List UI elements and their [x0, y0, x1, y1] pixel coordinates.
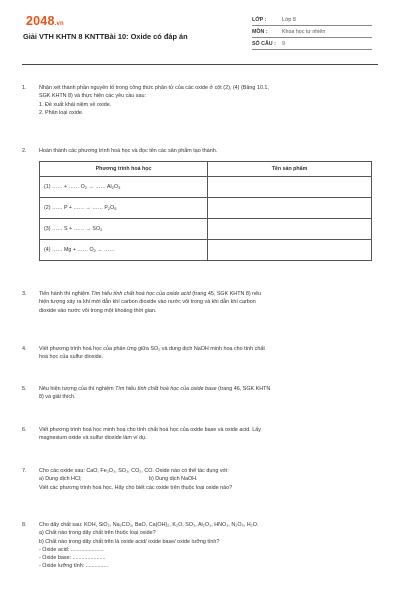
answer-options: [39, 475, 378, 483]
logo-suffix: .vn: [54, 21, 64, 27]
meta-row-count: [252, 38, 372, 50]
equation-cell: (3) …… S + …… → $SO_2$: [40, 219, 208, 240]
site-logo[interactable]: [26, 14, 64, 28]
question-text: Cho các oxide sau: CaO, Fe₂O₃, SO₃, CO₂, CO. Oxide nào có thể tác dụng với:: [39, 468, 229, 474]
question-text: Nêu hiện tượng của thí nghiệm: [39, 386, 116, 392]
meta-box: [252, 14, 372, 50]
question-subitem: 1. Đề xuất khái niệm về oxide.: [39, 101, 112, 108]
question-text: Hoàn thành các phương trình hoá học và đọc tên các sản phẩm tạo thành.: [39, 148, 218, 154]
meta-key: SỐ CÂU :: [252, 40, 276, 47]
table-header-row: [40, 162, 372, 177]
question-text: SGK KHTN 8) và thực hiện các yêu cầu sau:: [39, 93, 146, 100]
question-text: Viết phương trình hoá học của phản ứng giữa SO₂ và dung dịch NaOH minh hoạ cho tính chất: [39, 346, 265, 352]
meta-row-class: [252, 14, 372, 26]
equation-cell: (1) …… + …… $O_2$ → …… $Al_2O_3$: [40, 177, 208, 198]
question-7: [22, 467, 378, 492]
question-text: 8) và giải thích.: [39, 394, 76, 401]
meta-value: 9: [282, 40, 285, 47]
meta-key: MÔN :: [252, 28, 268, 35]
question-number: 7.: [22, 468, 27, 474]
answer-blank: - Oxide acid: ......................: [39, 546, 104, 553]
meta-row-subject: [252, 26, 372, 38]
question-number: 4.: [22, 346, 27, 352]
logo-text: 2048: [26, 14, 55, 28]
question-text: Nhận xét thành phần nguyên tố trong công thức phân tử của các oxide ở cột (2), (4) (Bảng 10.1,: [39, 85, 269, 91]
table-row: [40, 219, 372, 240]
table-row: [40, 240, 372, 261]
meta-value: Khoa học tự nhiên: [282, 28, 326, 35]
question-text: Viết phương trình hoá học minh hoạ cho tính chất hoá học của oxide base và oxide acid. Lấy: [39, 427, 261, 433]
answer-blank: - Oxide base: ......................: [39, 555, 106, 562]
question-text: Viết các phương trình hoá học. Hãy cho biết các oxide trên thuộc loại oxide nào?: [39, 484, 233, 491]
question-text: magnesium oxide và sulfur dioxide làm ví dụ.: [39, 435, 147, 442]
option-a: a) Dung dịch HCl;: [39, 476, 82, 483]
table-header-product: Tên sản phẩm: [208, 162, 372, 177]
meta-key: LỚP :: [252, 16, 267, 23]
question-text: Tiến hành thí nghiệm: [39, 291, 91, 297]
question-3: [22, 290, 378, 315]
question-number: 2.: [22, 148, 27, 154]
question-text: (trang 46, SGK KHTN: [216, 386, 271, 392]
equation-table: [39, 161, 372, 261]
table-header-equation: Phương trình hoá học: [40, 162, 208, 177]
answer-blank: - Oxide lưỡng tính: ...............: [39, 563, 109, 570]
header-divider: [22, 64, 378, 65]
document-title: Giải VTH KHTN 8 KNTTBài 10: Oxide có đáp án: [23, 32, 188, 41]
question-text: hiện tượng xảy ra khi mới dẫn khí carbon dioxide vào nước vôi trong và khi dẫn khí carbon: [39, 299, 256, 306]
product-name-cell[interactable]: [208, 240, 372, 261]
question-4: [22, 345, 378, 362]
question-number: 5.: [22, 386, 27, 392]
table-row: [40, 177, 372, 198]
experiment-name: Tìm hiểu tính chất hoá học của oxide acid: [90, 291, 191, 297]
product-name-cell[interactable]: [208, 219, 372, 240]
question-subitem: a) Chất nào trong dãy chất trên thuộc loại oxide?: [39, 530, 156, 537]
question-number: 6.: [22, 427, 27, 433]
question-number: 3.: [22, 291, 27, 297]
product-name-cell[interactable]: [208, 198, 372, 219]
question-1: [22, 84, 378, 117]
question-text: hoá học của sulfur dioxide.: [39, 354, 104, 361]
question-8: [22, 521, 378, 571]
question-text: dioxide vào nước vôi trong một khoảng thời gian.: [39, 307, 157, 314]
question-text: (trang 45, SGK KHTN 8) nêu: [190, 291, 262, 297]
question-6: [22, 426, 378, 443]
question-2: [22, 147, 378, 155]
equation-cell: (4) …… Mg + …… $O_2$ → ……: [40, 240, 208, 261]
table-row: [40, 198, 372, 219]
question-subitem: b) Chất nào trong dãy chất trên là oxide acid/ oxide base/ oxide lưỡng tính?: [39, 538, 220, 545]
equation-cell: (2) …… P + …… → …… $P_2O_5$: [40, 198, 208, 219]
question-subitem: 2. Phân loại oxide.: [39, 109, 84, 116]
question-text: Cho dãy chất sau: KOH, SiO₂, Na₂CO₃, BaO, Ca(OH)₂, K₂O, SO₃, Al₂O₃, HNO₃, N₂O₅, H₂O.: [39, 522, 259, 528]
experiment-name: Tìm hiểu tính chất hoá học của oxide base: [115, 386, 217, 392]
question-number: 1.: [22, 85, 27, 91]
question-5: [22, 385, 378, 402]
product-name-cell[interactable]: [208, 177, 372, 198]
option-b: b) Dung dịch NaOH.: [149, 476, 198, 483]
meta-value: Lớp 8: [282, 16, 296, 23]
question-number: 8.: [22, 522, 27, 528]
